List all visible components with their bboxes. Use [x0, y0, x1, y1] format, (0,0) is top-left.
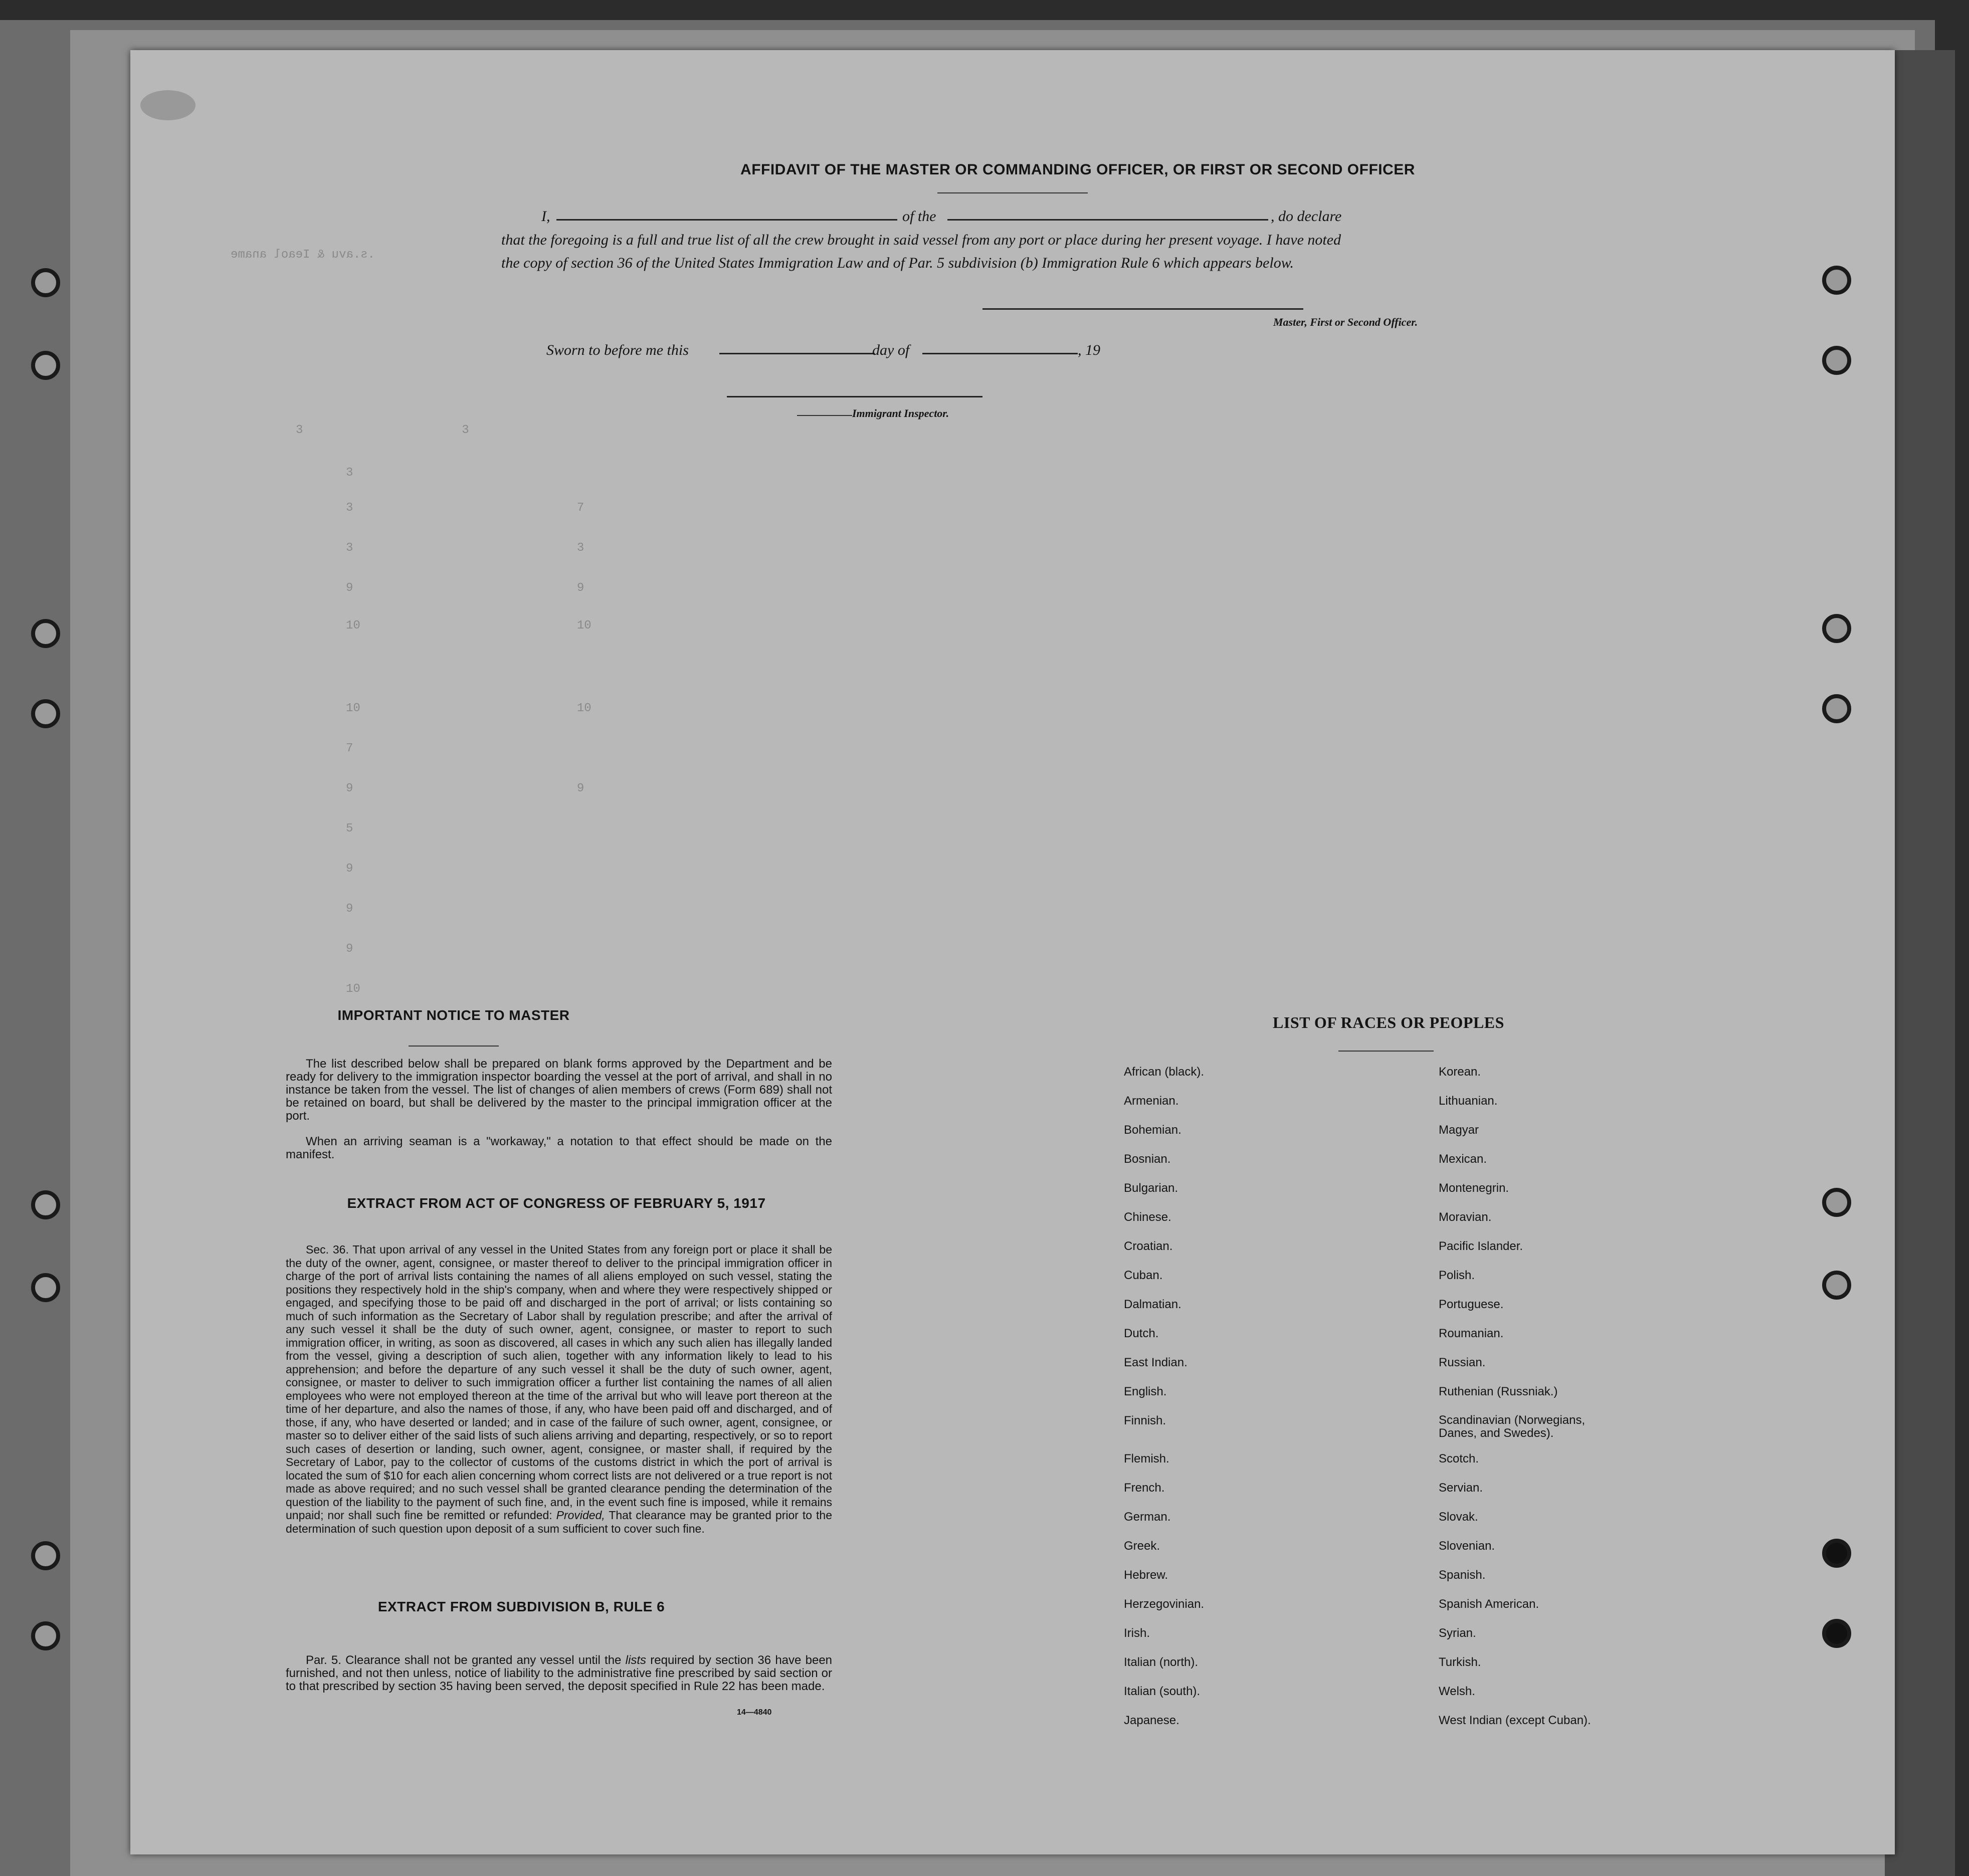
- race-item: Polish.: [1439, 1269, 1475, 1282]
- race-item: Bulgarian.: [1124, 1181, 1178, 1195]
- affidavit-declare: , do declare: [1271, 208, 1342, 225]
- extract-act-title: EXTRACT FROM ACT OF CONGRESS OF FEBRUARY 5, 1917: [347, 1195, 766, 1211]
- race-item: Syrian.: [1439, 1626, 1476, 1640]
- race-item: Herzegovinian.: [1124, 1597, 1205, 1611]
- declarant-name-line[interactable]: [556, 219, 897, 221]
- race-item: Spanish American.: [1439, 1597, 1539, 1611]
- race-item: Magyar: [1439, 1123, 1479, 1137]
- race-item: Spanish.: [1439, 1568, 1486, 1582]
- race-item: Irish.: [1124, 1626, 1150, 1640]
- master-signature-line[interactable]: [982, 308, 1303, 310]
- sworn-month-line[interactable]: [922, 353, 1078, 354]
- race-item: Pacific Islander.: [1439, 1239, 1523, 1253]
- race-item: Scandinavian (Norwegians, Danes, and Swedes).: [1439, 1413, 1586, 1440]
- binder-hole-icon: [31, 268, 60, 297]
- inspector-short-rule: [797, 415, 852, 416]
- race-item: Servian.: [1439, 1481, 1483, 1495]
- title-rule: [937, 192, 1088, 193]
- binder-hole-icon: [31, 1621, 60, 1650]
- provided-word: Provided,: [556, 1509, 605, 1522]
- master-signature-label: Master, First or Second Officer.: [1273, 316, 1418, 328]
- paper-smudge: [140, 90, 195, 120]
- binder-hole-icon: [31, 351, 60, 380]
- binder-hole-icon: [31, 1273, 60, 1302]
- affidavit-line2: that the foregoing is a full and true list of all the crew brought in said vessel from any port or place during her present voyage. I have noted: [501, 232, 1341, 248]
- race-item: Croatian.: [1124, 1239, 1173, 1253]
- race-item: English.: [1124, 1385, 1167, 1398]
- race-item: Scotch.: [1439, 1452, 1479, 1466]
- sworn-year: , 19: [1078, 342, 1100, 358]
- race-item: Portuguese.: [1439, 1298, 1504, 1311]
- binder-hole-icon: [1822, 1539, 1851, 1568]
- form-number: 14—4840: [737, 1708, 772, 1717]
- race-item: Dalmatian.: [1124, 1298, 1182, 1311]
- inspector-signature-line[interactable]: [727, 396, 982, 397]
- section-body: That upon arrival of any vessel in the United States from any foreign port or place it shall be the duty of the owner, agent, consignee, or master thereof to deliver to the principal immigration officer in charge of the port of arrival lists containing the names of all aliens employed on such vessel, stating the positions they respectively hold in the ship's company, when and where they were respectively shipped or engaged, and specifying those to be paid off and discharged in the port of arrival; or lists containing so much of such information as the Secretary of Labor shall by regulation prescribe; and after the arrival of any such vessel it shall be the duty of such owner, agent, consignee, or master to report to such immigration officer, in writing, as soon as discovered, all cases in which any such alien has illegally landed from the vessel, giving a description of such alien, together with any information likely to lead to his apprehension; and before the departure of any such vessel it shall be the duty of such owner, agent, consignee, or master to deliver to such immigration officer a further list containing the names of all alien employees who were not employed thereon at the time of the arrival but who will leave port thereon at the time of her departure, and also the names of those, if any, who have been paid off and discharged, and of those, if any, who have deserted or landed; and in case of the failure of such owner, agent, consignee, or master so to deliver either of the said lists of such aliens arriving and departing, respectively, or so to report such cases of desertion or landing, such owner, agent, consignee, or master shall, if required by the Secretary of Labor, pay to the collector of customs of the customs district in which the port of arrival is located the sum of $10 for each alien concerning whom correct lists are not delivered or a true report is not made as above required; and no such vessel shall be granted clearance pending the determination of the question of the liability to the payment of such fine, and, in the event such fine is imposed, while it remains unpaid; nor shall such fine be remitted or refunded:: [286, 1243, 832, 1522]
- lists-word: lists: [625, 1653, 646, 1667]
- sworn-day-of: day of: [872, 342, 910, 358]
- race-item: Flemish.: [1124, 1452, 1169, 1466]
- race-item: Hebrew.: [1124, 1568, 1168, 1582]
- race-item: French.: [1124, 1481, 1165, 1495]
- affidavit-line3: the copy of section 36 of the United States Immigration Law and of Par. 5 subdivision (b) Immigration Rule 6 which appears below.: [501, 255, 1294, 271]
- race-item: Korean.: [1439, 1065, 1481, 1079]
- binder-hole-icon: [31, 699, 60, 728]
- race-item: Mexican.: [1439, 1152, 1487, 1166]
- race-item: Cuban.: [1124, 1269, 1163, 1282]
- affidavit-title: AFFIDAVIT OF THE MASTER OR COMMANDING OFFICER, OR FIRST OR SECOND OFFICER: [740, 161, 1415, 178]
- binder-hole-icon: [1822, 1619, 1851, 1648]
- race-item: Russian.: [1439, 1356, 1486, 1369]
- races-rule: [1338, 1051, 1434, 1052]
- race-item: Italian (north).: [1124, 1655, 1199, 1669]
- race-item: Roumanian.: [1439, 1327, 1504, 1340]
- section-body-end: That clearance may be granted prior to the determination of such question upon deposit of a sum sufficient to cover such fine.: [286, 1509, 832, 1535]
- race-item: Lithuanian.: [1439, 1094, 1498, 1108]
- race-item: Bohemian.: [1124, 1123, 1182, 1137]
- binder-hole-icon: [31, 619, 60, 648]
- races-title: LIST OF RACES OR PEOPLES: [1273, 1013, 1504, 1031]
- race-item: Ruthenian (Russniak.): [1439, 1385, 1558, 1398]
- extract-rule-body: [286, 1654, 832, 1693]
- extract-rule-title: EXTRACT FROM SUBDIVISION B, RULE 6: [377, 1599, 665, 1614]
- binder-hole-icon: [31, 1190, 60, 1219]
- race-item: Turkish.: [1439, 1655, 1481, 1669]
- race-item: Greek.: [1124, 1539, 1160, 1553]
- race-item: Welsh.: [1439, 1685, 1475, 1698]
- race-item: Italian (south).: [1124, 1685, 1201, 1698]
- affidavit-i: I,: [541, 208, 550, 225]
- race-item: Armenian.: [1124, 1094, 1179, 1108]
- sworn-day-line[interactable]: [719, 353, 875, 354]
- affidavit-of-the: of the: [902, 208, 936, 225]
- manifest-page: 3 3 3 3 7 3 3 9 9 10 10 10 10 7 9 9 5 9 9 9 10 .s.avu & Ieaol aname AFFIDAVIT OF THE MASTER OR COMMANDING OFFICER, OR FIRST OR SECOND OFFICER I, of the , do declare that the foregoing is a full and true list of all the crew brought in said vessel from any port or place during her present voyage. I have noted the copy of section 36 of the United States Immigration Law and of Par. 5 subdivision (b) Immigration Rule 6 which appears below. Master, First or Second Officer. Sworn to before me this day of , 19 Immigrant Inspector. IMPORTANT NOTICE TO MASTER The list described below shall be prepared on blank forms approved by the Department and be ready for delivery to the immigration inspector boarding the vessel at the port of arrival, and shall in no instance be taken from the vessel. The list of changes of alien members of crews (Form 689) shall not be retained on board, but shall be delivered by the master to the principal immigration officer at the port. When an arriving seaman is a "workaway," a notation to that effect should be made on the manifest. EXTRACT FROM ACT OF CONGRESS OF FEBRUARY 5, 1917 Sec. 36. That upon arrival of any vessel in the United States from any foreign port or place it shall be the duty of the owner, agent, consignee, or master thereof to deliver to the principal immigration officer in charge of the port of arrival lists containing the names of all aliens employed on such vessel, stating the positions they respectively hold in the ship's company, when and where they were respectively shipped or engaged, and specifying those to be paid off and discharged in the port of arrival; or lists containing so much of such information as the Secretary of Labor shall by regulation prescribe; and after the arrival of any such vessel it shall be the duty of such owner, agent, consignee, or master to report to such immigration officer, in writing, as soon as discovered, all cases in which any such alien has illegally landed from the vessel, giving a description of such alien, together with any information likely to lead to his apprehension; and before the departure of any such vessel it shall be the duty of such owner, agent, consignee, or master to deliver to such immigration officer a further list containing the names of all alien employees who were not employed thereon at the time of the arrival but who will leave port thereon at the time of her departure, and also the names of those, if any, who have been paid off and discharged, and of those, if any, who have deserted or landed; and in case of the failure of such owner, agent, consignee, or master so to deliver either of the said lists of such aliens arriving and departing, respectively, or so to report such cases of desertion or landing, such owner, agent, consignee, or master shall, if required by the Secretary of Labor, pay to the collector of customs of the customs district in which the port of arrival is located the sum of $10 for each alien concerning whom correct lists are not delivered or a true report is not made as above required; and no such vessel shall be granted clearance pending the determination of the question of the liability to the payment of such fine, and, in the event such fine is imposed, while it remains unpaid; nor shall such fine be remitted or refunded: Provided, That clearance may be granted prior to the determination of such question upon deposit of a sum sufficient to cover such fine. EXTRACT FROM SUBDIVISION B, RULE 6 Par. 5. Clearance shall not be granted any vessel until the lists required by section 36 have been furnished, and not then unless, notice of liability to the administrative fine prescribed by said section or to that prescribed by section 35 having been served, the deposit specified in Rule 22 has been made. 14—4840 LIST OF RACES OR PEOPLES African (black). Armenian. Bohemian. Bosnian. Bulgarian. Chinese. Croatian. Cuban. Dalmatian. Dutch. East Indian. English. Finnish. Flemish. French. German. Greek. Hebrew. Herzegovinian. Irish. Italian (north). Italian (south). Japanese. Korean. Lithuanian. Magyar Mexican. Montenegrin. Moravian. Pacific Islander. Polish. Portuguese. Roumanian. Russian. Ruthenian (Russniak.) Scandinavian (Norwegians, Danes, and Swedes). Scotch. Servian. Slovak. Slovenian. Spanish. Spanish American. Syrian. Turkish. Welsh. West Indian (except Cuban).: [130, 50, 1895, 1854]
- binder-hole-icon: [1822, 1271, 1851, 1300]
- race-item: Moravian.: [1439, 1210, 1492, 1224]
- race-item: German.: [1124, 1510, 1171, 1524]
- race-item: Finnish.: [1124, 1414, 1166, 1427]
- race-item: Chinese.: [1124, 1210, 1171, 1224]
- binder-hole-icon: [1822, 1188, 1851, 1217]
- notice-para2: When an arriving seaman is a "workaway," a notation to that effect should be made on the manifest.: [286, 1135, 832, 1161]
- binder-hole-icon: [1822, 346, 1851, 375]
- rule-body-a: Par. 5. Clearance shall not be granted any vessel until the: [306, 1653, 622, 1667]
- binder-hole-icon: [1822, 266, 1851, 295]
- binder-hole-icon: [31, 1541, 60, 1570]
- notice-title: IMPORTANT NOTICE TO MASTER: [337, 1007, 570, 1023]
- binding-strip: [1885, 50, 1955, 1876]
- rule-body-b: required by section 36 have been furnished, and not then unless, notice of liability to the administrative fine prescribed by said section or to that prescribed by section 35 having been served, the deposit specified in Rule 22 has been made.: [286, 1653, 833, 1693]
- sworn-prefix: Sworn to before me this: [546, 342, 689, 358]
- race-item: Japanese.: [1124, 1714, 1179, 1727]
- inspector-label: Immigrant Inspector.: [852, 407, 949, 420]
- extract-act-body: [286, 1243, 832, 1535]
- race-item: African (black).: [1124, 1065, 1205, 1079]
- race-item: Dutch.: [1124, 1327, 1159, 1340]
- notice-rule: [409, 1046, 499, 1047]
- section-label: Sec. 36.: [306, 1243, 349, 1256]
- race-item: West Indian (except Cuban).: [1439, 1714, 1591, 1727]
- race-item: Montenegrin.: [1439, 1181, 1509, 1195]
- notice-para1: The list described below shall be prepared on blank forms approved by the Department and be ready for delivery to the immigration inspector boarding the vessel at the port of arrival, and shall in no instance be taken from the vessel. The list of changes of alien members of crews (Form 689) shall not be retained on board, but shall be delivered by the master to the principal immigration officer at the port.: [286, 1057, 832, 1123]
- binder-hole-icon: [1822, 614, 1851, 643]
- race-item: Slovak.: [1439, 1510, 1478, 1524]
- vessel-name-line[interactable]: [947, 219, 1268, 221]
- binder-hole-icon: [1822, 694, 1851, 723]
- race-item: East Indian.: [1124, 1356, 1188, 1369]
- race-item: Bosnian.: [1124, 1152, 1171, 1166]
- race-item: Slovenian.: [1439, 1539, 1495, 1553]
